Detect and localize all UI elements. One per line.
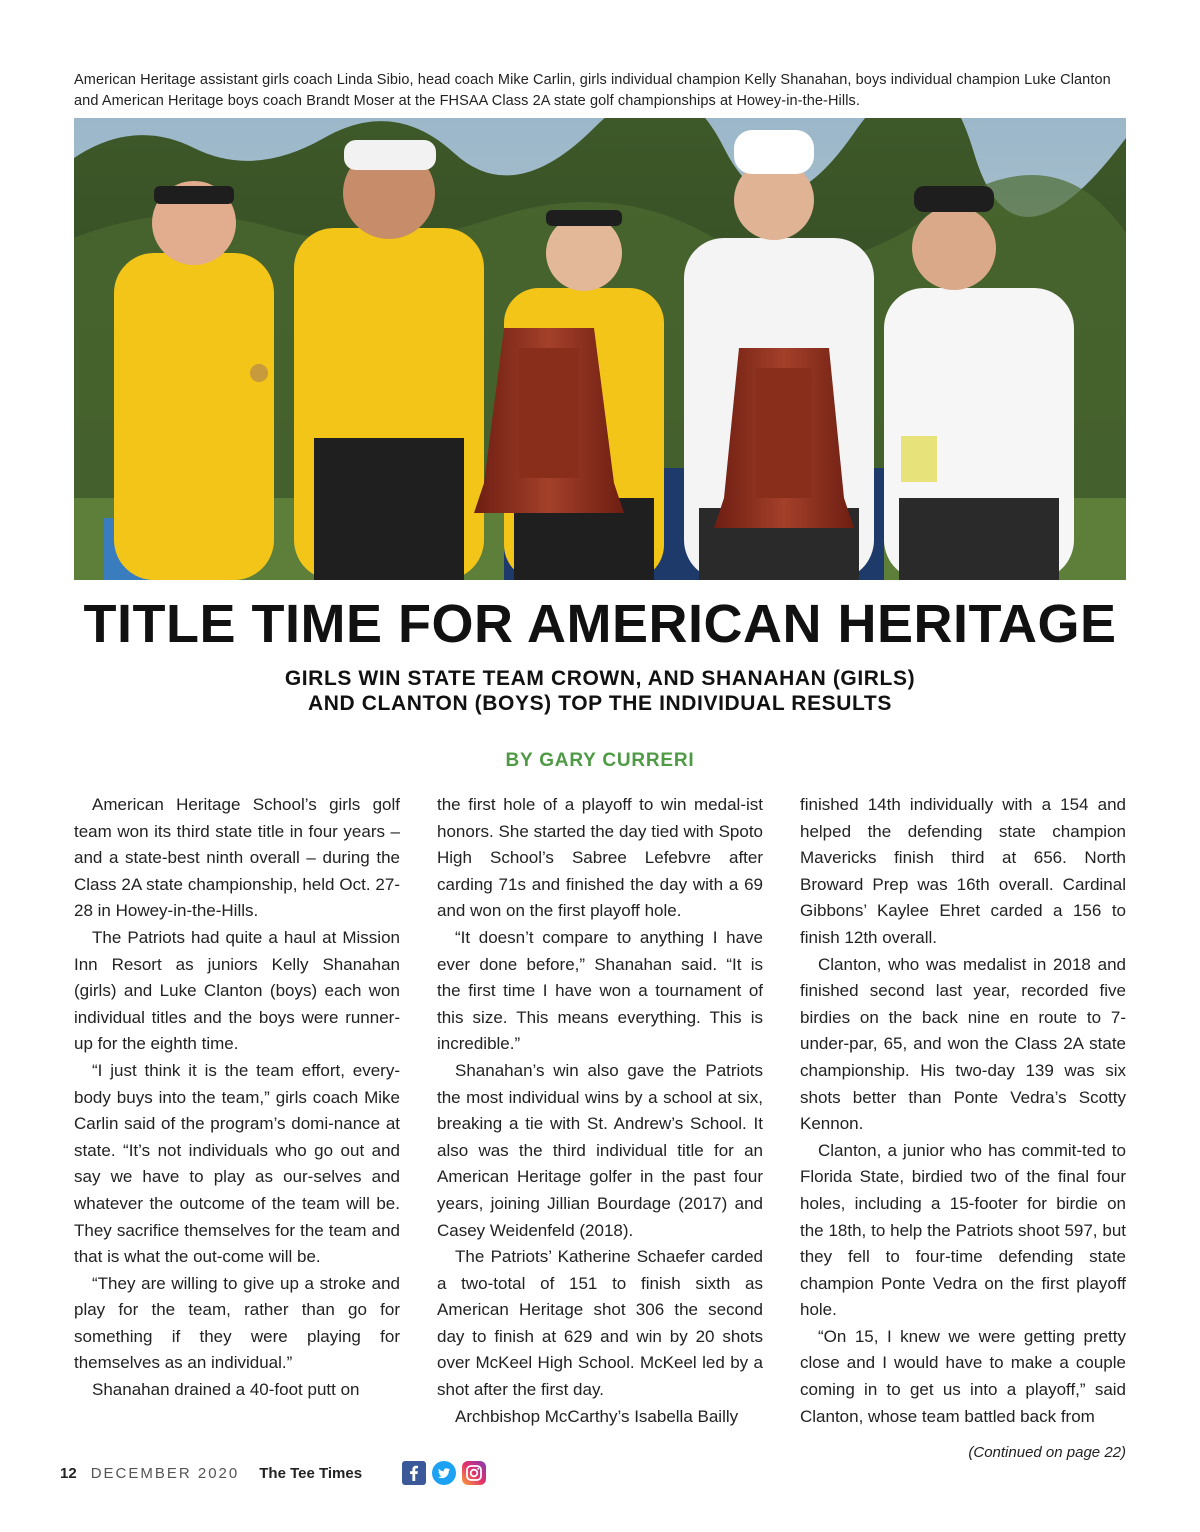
paragraph: “I just think it is the team effort, every-body buys into the team,” girls coach Mike Carlin said of the program’s domi-nance at state. “It’s not individuals who go out and say we have to play as our-selves and whatever the outcome of the team will be. They sacrifice themselves for the team and that is what the out-come will be. [74,1060,400,1267]
article-column-1 [74,792,400,1404]
magazine-name: The Tee Times [259,1464,363,1482]
team-photo [74,118,1126,580]
paragraph: “On 15, I knew we were getting pretty close and I would have to make a couple coming in to get us into a playoff,” said Clanton, whose team battled back from [800,1326,1126,1426]
twitter-icon[interactable] [432,1461,456,1485]
issue-date: DECEMBER 2020 [90,1464,240,1482]
paragraph: finished 14th individually with a 154 and helped the defending state champion Mavericks finish third at 656. North Broward Prep was 16th overall. Cardinal Gibbons’ Kaylee Ehret carded a 156 to finish 12th overall. [800,795,1126,947]
continued-note: (Continued on page 22) [968,1444,1126,1461]
paragraph: American Heritage School’s girls golf team won its third state title in four years – and a state-best ninth overall – during the Class 2A state championship, held Oct. 27-28 in Howey-in-the-Hills. [74,795,400,921]
paragraph: “They are willing to give up a stroke and play for the team, rather than go for something if they were playing for themselves as an individual.” [74,1273,400,1373]
page-number: 12 [60,1464,77,1482]
paragraph: Shanahan’s win also gave the Patriots the most individual wins by a school at six, breaking a tie with St. Andrew’s School. It also was the third individual title for an American Heritage golfer in the past four years, joining Jillian Bourdage (2017) and Casey Weidenfeld (2018). [437,1060,763,1240]
paragraph: Shanahan drained a 40-foot putt on [92,1380,360,1400]
facebook-icon[interactable] [402,1461,426,1485]
paragraph: Clanton, a junior who has commit-ted to Florida State, birdied two of the final four holes, including a 15-footer for birdie on the 18th, to help the Patriots shoot 597, but they fell to four-time defending state champion Ponte Vedra on the first playoff hole. [800,1140,1126,1320]
article-column-3 [800,792,1126,1430]
paragraph: the first hole of a playoff to win medal-ist honors. She started the day tied with Spoto High School’s Sabree Lefebvre after carding 71s and finished the day with a 69 and won on the first playoff hole. [437,795,763,921]
paragraph: The Patriots’ Katherine Schaefer carded a two-total of 151 to finish sixth as American Heritage shot 306 the second day to finish at 629 and win by 20 shots over McKeel High School. McKeel led by a shot after the first day. [437,1247,763,1400]
article-subheadline [150,666,1050,716]
paragraph: “It doesn’t compare to anything I have ever done before,” Shanahan said. “It is the first time I have won a tournament of this size. This means everything. This is incredible.” [437,927,763,1054]
paragraph: Archbishop McCarthy’s Isabella Bailly [455,1406,739,1426]
article-column-2 [437,792,763,1430]
instagram-icon[interactable] [462,1461,486,1485]
subhead-line-2: AND CLANTON (BOYS) TOP THE INDIVIDUAL RESULTS [308,692,892,715]
page-footer [60,1460,486,1486]
byline: BY GARY CURRERI [505,750,695,771]
subhead-line-1: GIRLS WIN STATE TEAM CROWN, AND SHANAHAN (GIRLS) [284,667,916,690]
photo-caption: American Heritage assistant girls coach Linda Sibio, head coach Mike Carlin, girls individual champion Kelly Shanahan, boys individual champion Luke Clanton and American Heritage boys coach Brandt Moser at the FHSAA Class 2A state golf championships at Howey-in-the-Hills. [74,72,1111,109]
article-headline: TITLE TIME FOR AMERICAN HERITAGE [83,594,1117,654]
social-icons [402,1461,486,1485]
paragraph: The Patriots had quite a haul at Mission Inn Resort as juniors Kelly Shanahan (girls) and Luke Clanton (boys) each won individual titles and the boys were runner-up for the eighth time. [74,927,400,1054]
paragraph: Clanton, who was medalist in 2018 and finished second last year, recorded five birdies on the back nine en route to 7-under-par, 65, and won the Class 2A state championship. His two-day 139 was six shots better than Ponte Vedra’s Scotty Kennon. [800,954,1126,1134]
